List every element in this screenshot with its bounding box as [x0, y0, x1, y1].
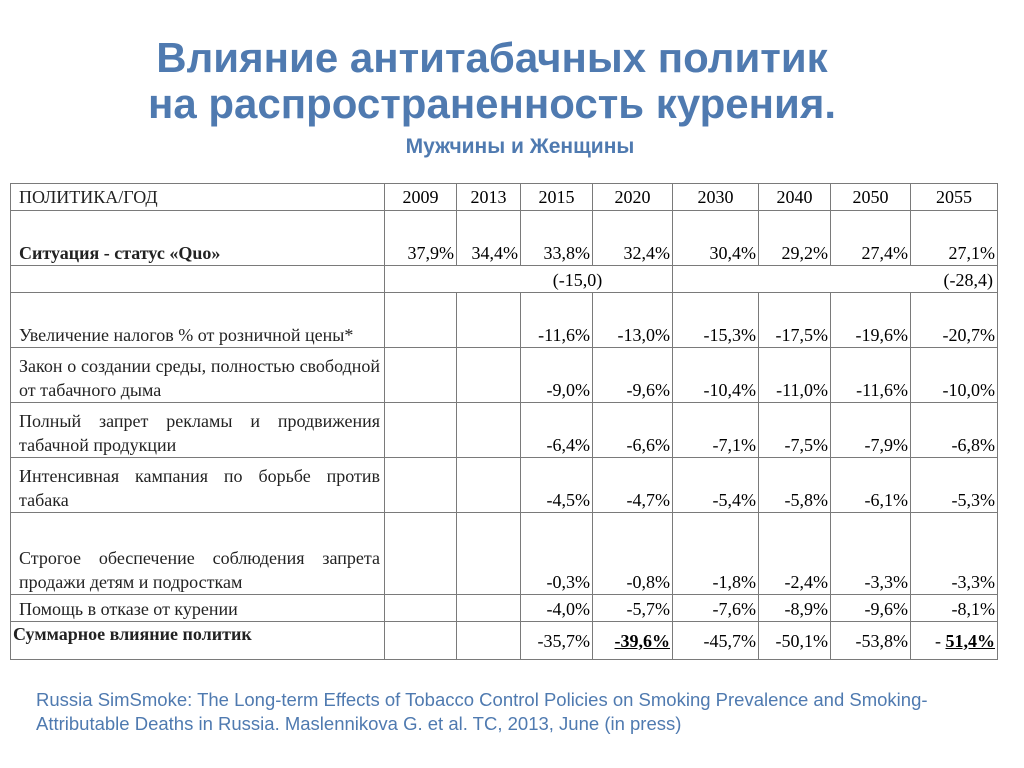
- year-header: 2050: [831, 184, 911, 211]
- table-cell: [457, 458, 521, 513]
- table-cell: [457, 348, 521, 403]
- table-cell: -5,8%: [759, 458, 831, 513]
- table-cell: [385, 513, 457, 595]
- policy-row: [11, 458, 998, 513]
- row-label: Закон о создании среды, полностью свободной от табачного дыма: [11, 348, 385, 403]
- year-header: 2055: [911, 184, 998, 211]
- table-cell: -15,3%: [673, 293, 759, 348]
- table-cell: -5,7%: [593, 595, 673, 622]
- table-cell: [457, 595, 521, 622]
- table-cell: -9,0%: [521, 348, 593, 403]
- row-label: Увеличение налогов % от розничной цены*: [11, 293, 385, 348]
- table-cell: -10,0%: [911, 348, 998, 403]
- table-cell: -4,7%: [593, 458, 673, 513]
- table-cell: -4,0%: [521, 595, 593, 622]
- table-cell: -7,1%: [673, 403, 759, 458]
- table-header-row: [11, 184, 998, 211]
- table-cell: -6,8%: [911, 403, 998, 458]
- row-label: Суммарное влияние политик: [11, 622, 385, 660]
- table-cell: -17,5%: [759, 293, 831, 348]
- delta-2020: (-15,0): [385, 266, 673, 293]
- table-cell: 37,9%: [385, 211, 457, 266]
- page-title-line-1: Влияние антитабачных политик: [156, 34, 828, 81]
- row-label: Строгое обеспечение соблюдения запрета продажи детям и подросткам: [11, 513, 385, 595]
- table-cell: 27,4%: [831, 211, 911, 266]
- table-cell: -0,3%: [521, 513, 593, 595]
- table-cell: -6,4%: [521, 403, 593, 458]
- delta-2055: (-28,4): [673, 266, 998, 293]
- table-cell: -19,6%: [831, 293, 911, 348]
- year-header: 2030: [673, 184, 759, 211]
- table-cell: -6,1%: [831, 458, 911, 513]
- table-cell: -10,4%: [673, 348, 759, 403]
- table-cell: 27,1%: [911, 211, 998, 266]
- policy-row: [11, 513, 998, 595]
- total-row: [11, 622, 998, 660]
- table-cell: [457, 293, 521, 348]
- row-label: Ситуация - статус «Quo»: [11, 211, 385, 266]
- page-title-line-2: на распространенность курения.: [147, 80, 837, 127]
- table-cell: [457, 513, 521, 595]
- year-header: 2020: [593, 184, 673, 211]
- table-cell: 29,2%: [759, 211, 831, 266]
- table-cell: -8,9%: [759, 595, 831, 622]
- policy-row: [11, 403, 998, 458]
- page-subtitle: Мужчины и Женщины: [405, 135, 635, 158]
- row-label: Помощь в отказе от курении: [11, 595, 385, 622]
- header-label: ПОЛИТИКА/ГОД: [11, 184, 385, 211]
- table-cell: -5,4%: [673, 458, 759, 513]
- table-cell: -2,4%: [759, 513, 831, 595]
- table-cell: -11,6%: [521, 293, 593, 348]
- table-cell: -11,6%: [831, 348, 911, 403]
- table-cell: -45,7%: [673, 622, 759, 660]
- table-cell: 34,4%: [457, 211, 521, 266]
- status-quo-row: [11, 211, 998, 266]
- total-2055-value: 51,4%: [945, 630, 995, 651]
- row-label: Интенсивная кампания по борьбе против табака: [11, 458, 385, 513]
- table-cell: -8,1%: [911, 595, 998, 622]
- table-cell: -7,5%: [759, 403, 831, 458]
- table-cell: -7,6%: [673, 595, 759, 622]
- policy-row: [11, 595, 998, 622]
- table-cell: -7,9%: [831, 403, 911, 458]
- delta-row: [11, 266, 998, 293]
- row-label: Полный запрет рекламы и продвижения табачной продукции: [11, 403, 385, 458]
- table-cell: 32,4%: [593, 211, 673, 266]
- year-header: 2013: [457, 184, 521, 211]
- policy-row: [11, 348, 998, 403]
- table-cell: -4,5%: [521, 458, 593, 513]
- table-cell: -53,8%: [831, 622, 911, 660]
- year-header: 2015: [521, 184, 593, 211]
- table-cell: [457, 622, 521, 660]
- table-cell: [385, 622, 457, 660]
- table-cell: -35,7%: [521, 622, 593, 660]
- policy-table: [10, 183, 998, 660]
- table-cell: -13,0%: [593, 293, 673, 348]
- table-cell: [457, 403, 521, 458]
- table-cell: 30,4%: [673, 211, 759, 266]
- table-cell: [385, 348, 457, 403]
- source-citation: Russia SimSmoke: The Long-term Effects of Tobacco Control Policies on Smoking Prevalence and Smoking-Attributable Deaths in Russia. Maslennikova G. et al. TC, 2013, June (in press): [36, 689, 928, 734]
- table-cell: -5,3%: [911, 458, 998, 513]
- year-header: 2040: [759, 184, 831, 211]
- policy-row: [11, 293, 998, 348]
- table-cell: 33,8%: [521, 211, 593, 266]
- table-cell: -6,6%: [593, 403, 673, 458]
- table-cell: -9,6%: [831, 595, 911, 622]
- total-2055-prefix: -: [935, 630, 946, 651]
- table-cell: -20,7%: [911, 293, 998, 348]
- table-cell: -1,8%: [673, 513, 759, 595]
- total-2020-value: -39,6%: [614, 630, 670, 651]
- table-cell: -3,3%: [831, 513, 911, 595]
- table-cell: -3,3%: [911, 513, 998, 595]
- year-header: 2009: [385, 184, 457, 211]
- row-label-empty: [11, 266, 385, 293]
- table-cell: [593, 622, 673, 660]
- table-cell: -0,8%: [593, 513, 673, 595]
- table-cell: [385, 403, 457, 458]
- table-cell: [385, 293, 457, 348]
- table-cell: [385, 458, 457, 513]
- table-cell: [385, 595, 457, 622]
- table-cell: [911, 622, 998, 660]
- table-cell: -50,1%: [759, 622, 831, 660]
- table-cell: -11,0%: [759, 348, 831, 403]
- table-cell: -9,6%: [593, 348, 673, 403]
